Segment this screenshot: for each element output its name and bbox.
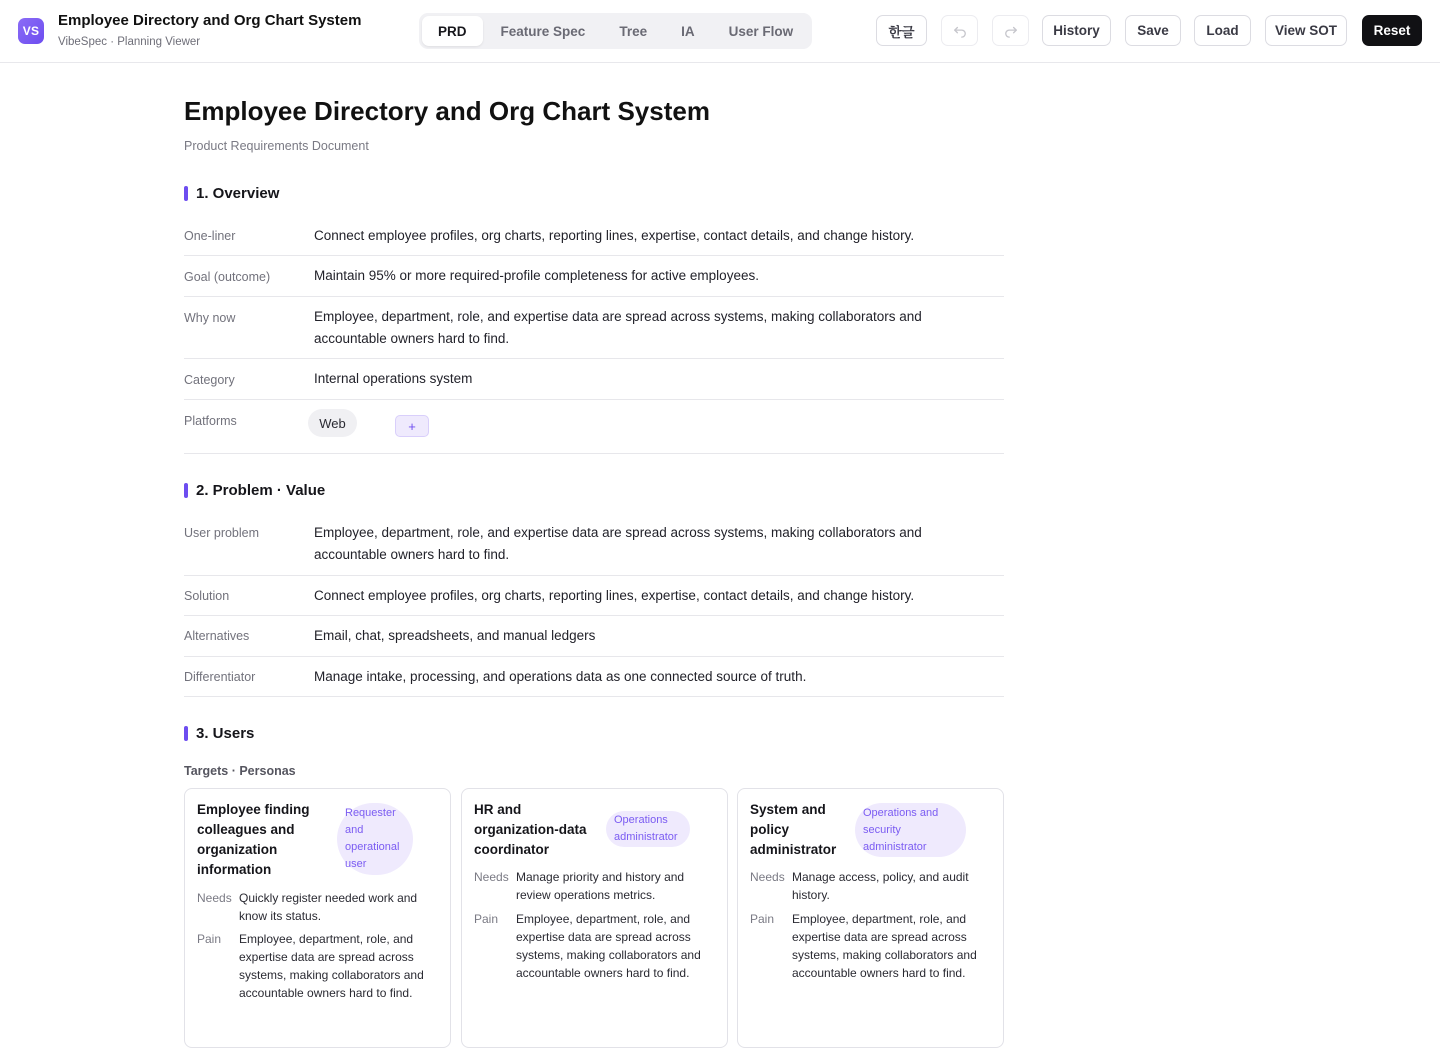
section-heading-overview (184, 185, 279, 202)
field-label: Solution (184, 589, 230, 603)
needs-label: Needs (750, 870, 785, 884)
top-bar (0, 0, 1440, 63)
field-row-why-now (184, 297, 1004, 359)
tab-tree[interactable]: Tree (619, 23, 648, 39)
persona-pain: Employee, department, role, and expertise data are spread across systems, making collaborators and accountable owners hard to find. (239, 932, 424, 1000)
view-sot-button[interactable]: View SOT (1265, 15, 1347, 46)
field-row-goal (184, 256, 1004, 297)
persona-needs: Quickly register needed work and know its status. (239, 891, 418, 923)
field-value[interactable]: Email, chat, spreadsheets, and manual ledgers (314, 628, 596, 643)
undo-icon (953, 24, 967, 38)
redo-icon (1004, 24, 1018, 38)
platform-chip-web[interactable]: Web (308, 409, 357, 437)
section-accent-bar (184, 483, 188, 498)
field-value[interactable]: Maintain 95% or more required-profile completeness for active employees. (314, 268, 759, 283)
section-heading-users (184, 725, 254, 742)
section-heading-problem-value (184, 482, 325, 499)
field-row-category (184, 359, 1004, 400)
persona-pain: Employee, department, role, and expertise data are spread across systems, making collaborators and accountable owners hard to find. (516, 912, 701, 980)
tab-feature-spec[interactable]: Feature Spec (500, 23, 586, 39)
tab-prd[interactable]: PRD (422, 16, 483, 46)
field-value[interactable]: Connect employee profiles, org charts, reporting lines, expertise, contact details, and change history. (314, 588, 915, 603)
persona-role-badge: Operations and security administrator (855, 803, 966, 857)
field-row-platforms (184, 400, 1004, 454)
persona-pain: Employee, department, role, and expertise data are spread across systems, making collaborators and accountable owners hard to find. (792, 912, 977, 980)
personas-subheading: Targets · Personas (184, 764, 296, 778)
redo-button[interactable] (992, 15, 1029, 46)
persona-card[interactable] (461, 788, 728, 1048)
tab-ia[interactable]: IA (681, 23, 695, 39)
field-label: User problem (184, 526, 260, 540)
reset-button[interactable]: Reset (1362, 15, 1422, 46)
language-toggle-button[interactable]: 한글 (876, 15, 927, 46)
field-label: Alternatives (184, 629, 250, 643)
needs-label: Needs (474, 870, 509, 884)
undo-button[interactable] (941, 15, 978, 46)
save-button[interactable]: Save (1125, 15, 1181, 46)
pain-label: Pain (750, 912, 775, 926)
section-heading-text: 3. Users (196, 725, 255, 742)
field-value[interactable]: Manage intake, processing, and operations data as one connected source of truth. (314, 669, 807, 684)
tab-user-flow[interactable]: User Flow (728, 23, 794, 39)
field-label: Why now (184, 311, 236, 325)
field-row-user-problem (184, 513, 1004, 576)
field-value[interactable]: Internal operations system (314, 371, 473, 386)
field-row-solution (184, 576, 1004, 616)
app-title: Employee Directory and Org Chart System (58, 12, 362, 29)
field-row-one-liner (184, 216, 1004, 256)
section-accent-bar (184, 726, 188, 741)
field-row-differentiator (184, 657, 1004, 697)
field-value[interactable]: Employee, department, role, and expertise data are spread across systems, making collaborators and accountable owners hard to find. (314, 309, 922, 346)
section-accent-bar (184, 186, 188, 201)
page-title: Employee Directory and Org Chart System (184, 96, 710, 126)
app-subtitle: VibeSpec · Planning Viewer (58, 36, 201, 48)
persona-title: HR and organization-data coordinator (474, 802, 587, 857)
load-button[interactable]: Load (1194, 15, 1251, 46)
app-logo: VS (18, 18, 44, 44)
section-heading-text: 1. Overview (196, 185, 280, 202)
section-heading-text: 2. Problem · Value (196, 482, 326, 499)
field-label: Platforms (184, 414, 237, 428)
persona-role-badge: Operations administrator (606, 811, 690, 847)
field-label: Category (184, 373, 235, 387)
persona-needs: Manage access, policy, and audit history. (792, 870, 969, 902)
field-label: One-liner (184, 229, 236, 243)
pain-label: Pain (197, 932, 222, 946)
needs-label: Needs (197, 891, 232, 905)
field-value[interactable]: Employee, department, role, and expertise data are spread across systems, making collaborators and accountable owners hard to find. (314, 525, 922, 562)
field-label: Goal (outcome) (184, 270, 271, 284)
field-label: Differentiator (184, 670, 256, 684)
persona-title: Employee finding colleagues and organization information (197, 802, 310, 877)
persona-title: System and policy administrator (750, 802, 837, 857)
view-tabs (419, 13, 812, 49)
history-button[interactable]: History (1042, 15, 1111, 46)
field-row-alternatives (184, 616, 1004, 657)
page-subtitle: Product Requirements Document (184, 139, 369, 153)
add-platform-button[interactable]: + (395, 415, 429, 437)
persona-role-badge: Requester and operational user (337, 803, 413, 875)
persona-card[interactable] (737, 788, 1004, 1048)
pain-label: Pain (474, 912, 499, 926)
persona-needs: Manage priority and history and review operations metrics. (516, 870, 685, 902)
field-value[interactable]: Connect employee profiles, org charts, reporting lines, expertise, contact details, and change history. (314, 228, 915, 243)
persona-card[interactable] (184, 788, 451, 1048)
